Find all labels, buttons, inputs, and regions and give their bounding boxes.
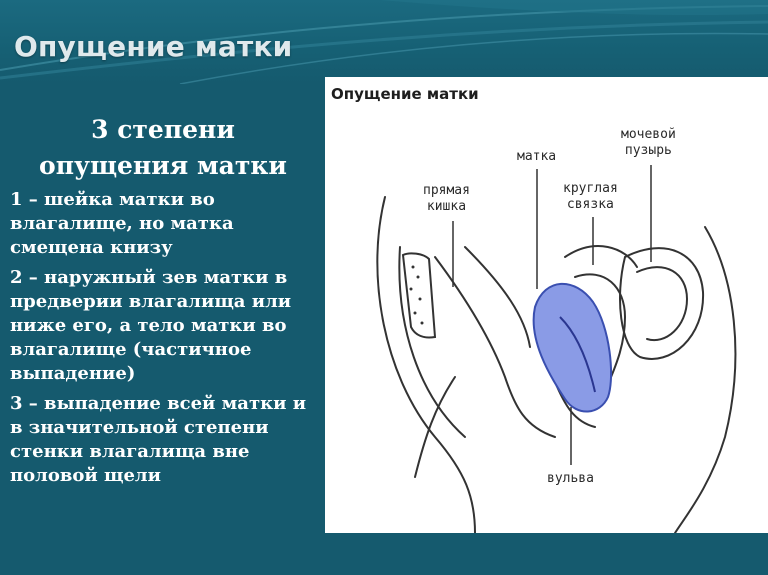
rectum-contents	[410, 266, 424, 325]
uterus-shape	[534, 284, 611, 412]
stage-1-text: 1 – шейка матки во влагалище, но матка смещена книзу	[10, 189, 234, 258]
label-rectum-line-1: прямая	[423, 183, 470, 198]
label-rectum	[423, 183, 470, 215]
slide-header	[0, 0, 768, 84]
body-contour-left	[377, 197, 475, 533]
label-uterus: матка	[517, 149, 557, 164]
bladder-inner	[637, 267, 687, 340]
label-bladder	[621, 127, 676, 159]
body-contour-right	[675, 227, 735, 533]
stage-3-text: 3 – выпадение всей матки и в значительной степени стенки влагалища вне половой щели	[10, 393, 307, 486]
rectum-tube	[403, 253, 435, 337]
stages-subtitle	[10, 112, 316, 184]
label-round-ligament-line-1: круглая	[563, 181, 618, 196]
label-round-ligament	[563, 181, 618, 213]
slide-title: Опущение матки	[14, 30, 293, 63]
figure-title: Опущение матки	[331, 85, 479, 103]
anatomy-figure	[325, 77, 768, 533]
subtitle-line-1: 3 степени	[91, 115, 235, 144]
label-bladder-line-1: мочевой	[621, 127, 676, 142]
label-bladder-line-2: пузырь	[624, 143, 672, 158]
thigh-line	[415, 377, 455, 477]
rectum-wall-outer	[399, 247, 465, 437]
subtitle-line-2: опущения матки	[39, 151, 287, 180]
anatomy-drawing	[325, 77, 768, 533]
stage-2-text: 2 – наружный зев матки в предверии влагалища или ниже его, а тело матки во влагалище (частичное выпадение)	[10, 267, 292, 384]
label-vulva: вульва	[547, 471, 594, 486]
label-rectum-line-2: кишка	[426, 199, 467, 214]
peritoneum-line	[465, 247, 530, 347]
label-round-ligament-line-2: связка	[566, 197, 614, 212]
stages-panel	[10, 112, 316, 494]
bladder-outline	[620, 248, 703, 359]
